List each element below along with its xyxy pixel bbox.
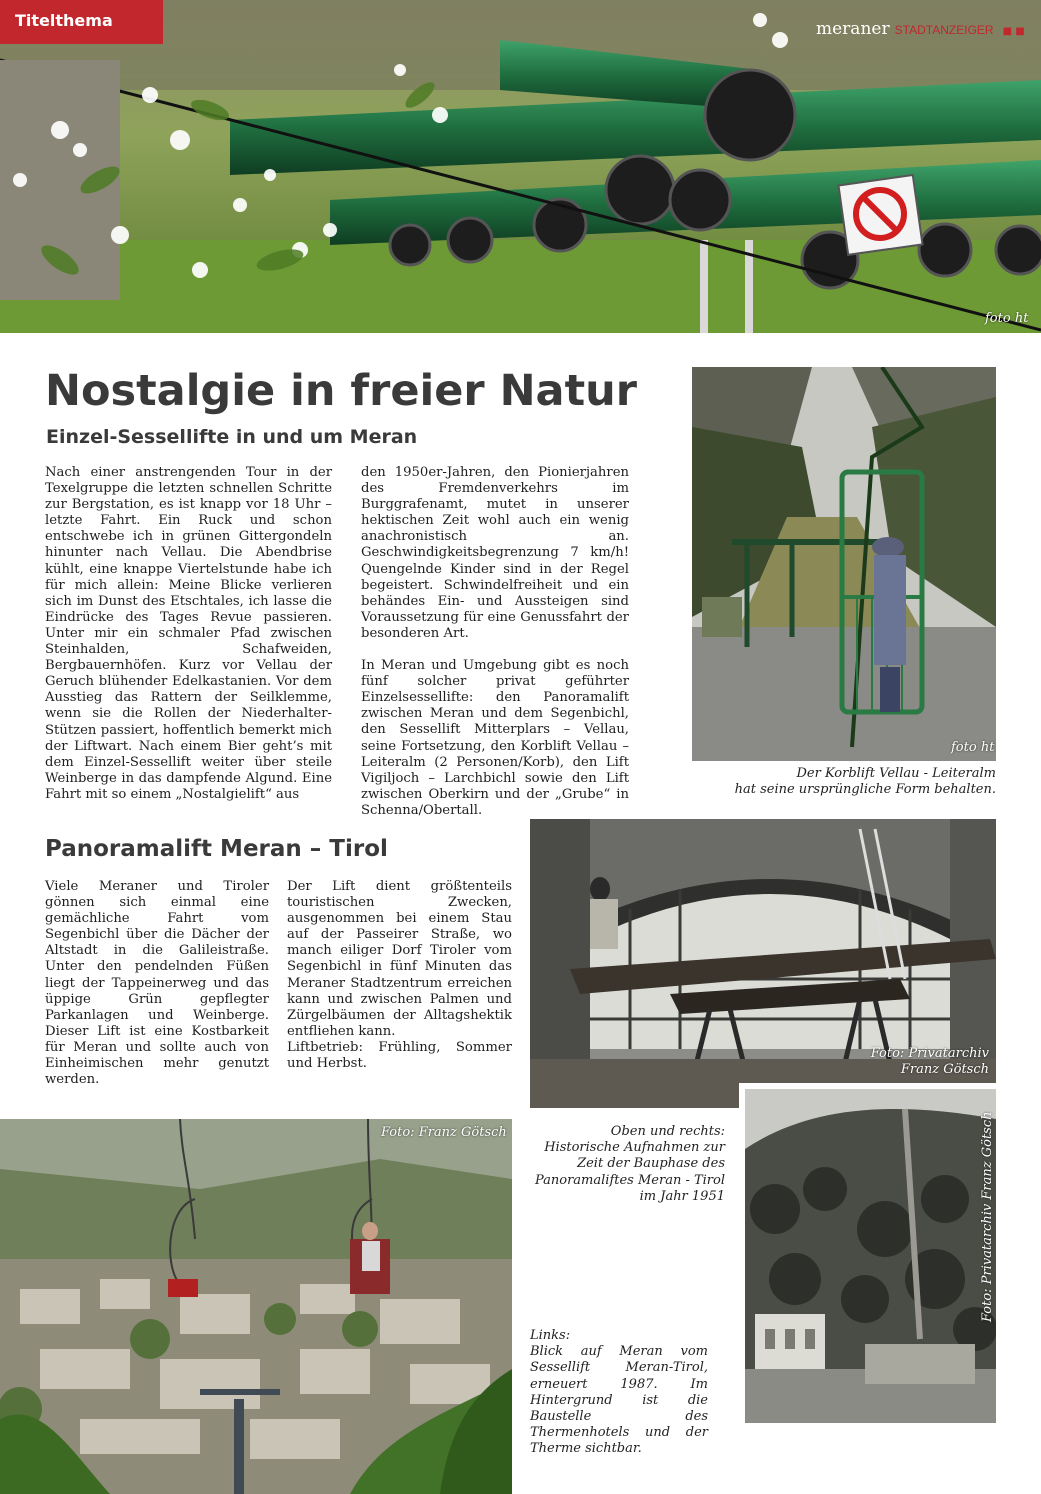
vertical-archive-credit: Foto: Privatarchiv Franz Götsch (980, 1111, 995, 1322)
historic-caption (535, 1124, 725, 1205)
masthead-dots: ■ ■ (1002, 26, 1025, 37)
historic-caption-line-1: Oben und rechts: (610, 1124, 725, 1139)
korblift-caption (735, 766, 996, 798)
hero-photo (0, 0, 1041, 333)
section2-col-1-text: Viele Meraner und Tiroler gönnen sich einmal eine gemächliche Fahrt vom Segenbichl über die Dächer der Altstadt in die Galileistraße. Unter den pendelnden Füßen liegt der Tappeinerweg und das üppige Grün gepflegter Parkanlagen und Weinberge. Dieser Lift ist eine Kostbarkeit für Meran und sollte auch von Einheimischen mehr genutzt werden. (45, 879, 269, 1088)
article-col-2-p2: In Meran und Umgebung gibt es noch fünf solcher privat geführter Einzelsessellifte: den Panoramalift zwischen Meran und dem Segenbichl, den Sessellift Mitterplars – Vellau, seine Fortsetzung, den Korblift Vellau – Leiteralm (2 Personen/Korb), den Lift Vigiljoch – Larchbichl sowie den Lift zwischen Oberkirn und der „Grube“ in Schenna/Obertall. (361, 658, 629, 818)
city-caption-heading: Links: (530, 1328, 571, 1343)
masthead (816, 19, 1025, 39)
city-photo-credit: Foto: Franz Götsch (381, 1125, 507, 1140)
historic-caption-line-2: Historische Aufnahmen zur (544, 1140, 725, 1156)
no-smoking-sign-icon (838, 175, 922, 255)
hero-credit: foto ht (985, 311, 1029, 326)
section2-col-2-p2: Liftbetrieb: Frühling, Sommer und Herbst. (287, 1039, 512, 1072)
section-tag-label: Titelthema (15, 11, 113, 30)
section2-col-1 (45, 879, 269, 1088)
korblift-photo (692, 367, 996, 761)
masthead-brand-bold: STADTANZEIGER (894, 23, 994, 37)
historic-caption-line-5: im Jahr 1951 (639, 1188, 725, 1204)
article-title: Nostalgie in freier Natur (45, 366, 637, 416)
city-caption (530, 1328, 708, 1458)
archive-credit-line-2: Franz Götsch (900, 1062, 989, 1077)
city-view-photo (0, 1119, 512, 1494)
city-caption-text: Blick auf Meran vom Sessellift Meran-Tirol, erneuert 1987. Im Hintergrund ist die Baustelle des Thermenhotels und der Therme sichtbar. (530, 1344, 708, 1457)
archive-credit (871, 1046, 989, 1078)
article-col-2-p1: den 1950er-Jahren, den Pionierjahren des Fremdenverkehrs im Burggrafenamt, mutet in unserer hektischen Zeit wohl auch ein wenig anachronistisch an. Geschwindigkeitsbegrenzung 7 km/h! Quengelnde Kinder sind in der Regel begeistert. Schwindelfreiheit und ein behändes Ein- und Aussteigen sind Voraussetzung für eine Genussfahrt der besonderen Art. (361, 465, 629, 641)
article-col-2 (361, 465, 629, 819)
historic-caption-line-4: Panoramaliftes Meran - Tirol (534, 1172, 725, 1188)
historic-mountain-photo (739, 1083, 1002, 1423)
korblift-caption-line-2: hat seine ursprüngliche Form behalten. (734, 782, 996, 798)
article-col-1 (45, 465, 332, 803)
korblift-photo-credit: foto ht (951, 740, 995, 755)
masthead-brand: meraner (816, 19, 890, 39)
section-tag (0, 0, 163, 44)
article-subtitle: Einzel-Sessellifte in und um Meran (46, 426, 418, 448)
section-heading-panoramalift: Panoramalift Meran – Tirol (45, 836, 388, 862)
archive-credit-line-1: Foto: Privatarchiv (870, 1046, 989, 1061)
korblift-caption-line-1: Der Korblift Vellau - Leiteralm (796, 766, 996, 781)
section2-col-2-p1: Der Lift dient größtenteils touristischen Zwecken, ausgenommen bei einem Stau auf der Passeirer Straße, wo manch eiliger Dorf Tiroler vom Segenbichl in fünf Minuten das Meraner Stadtzentrum erreichen kann und zwischen Palmen und Zürgelbäumen der Alltagshektik entfliehen kann. (287, 879, 512, 1039)
article-col-1-text: Nach einer anstrengenden Tour in der Texelgruppe die letzten schnellen Schritte zur Bergstation, es ist knapp vor 18 Uhr – letzte Fahrt. Ein Ruck und schon entschwebe ich in grünen Gittergondeln hinunter nach Vellau. Die Abendbrise kühlt, eine knappe Viertelstunde habe ich für mich allein: Meine Blicke verlieren sich im Dunst des Etschtales, ich lasse die Eindrücke des Tages Revue passieren. Unter mir ein schmaler Pfad zwischen Steinhalden, Schafweiden, Bergbauernhöfen. Kurz vor Vellau der Geruch blühender Edelkastanien. Vor dem Ausstieg das Rattern der Seilklemme, wenn sie die Rollen der Niederhalter-Stützen passiert, hoffentlich bemerkt mich der Liftwart. Nach einem Bier geht’s mit dem Einzel-Sessellift weiter über steile Weinberge in das dampfende Algund. Eine Fahrt mit so einem „Nostalgielift“ aus (45, 465, 332, 802)
section2-col-2 (287, 879, 512, 1072)
historic-caption-line-3: Zeit der Bauphase des (577, 1156, 725, 1172)
